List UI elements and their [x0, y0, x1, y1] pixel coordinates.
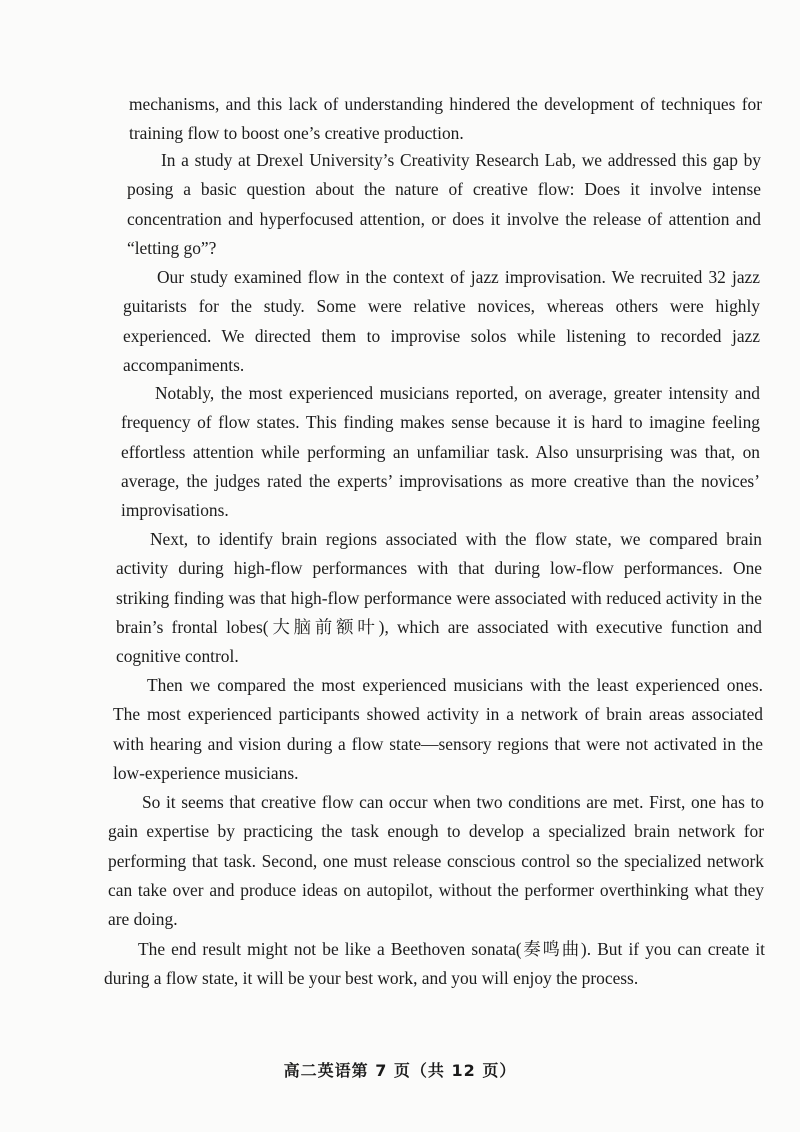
paragraph-jazz-study: Our study examined flow in the context of jazz improvisation. We recruited 32 jazz guitarists for the study. Some were relative novices, whereas others were highly experienced. We directed them to improvise solos while listening to recorded jazz accompaniments. — [123, 267, 760, 375]
paragraph-experienced-musicians: Notably, the most experienced musicians reported, on average, greater intensity and frequency of flow states. This finding makes sense because it is hard to imagine feeling effortless attention while performing an unfamiliar task. Also unsurprising was that, on average, the judges rated the experts’ improvisations as more creative than the novices’ improvisations. — [121, 383, 760, 521]
paragraph-continuation: mechanisms, and this lack of understanding hindered the development of techniques for training flow to boost one’s creative production. — [129, 94, 762, 144]
paragraph-brain-regions: Next, to identify brain regions associated with the flow state, we compared brain activity during high-flow performances with that during low-flow performances. One striking finding was that high-flow performance were associated with reduced activity in the brain’s frontal lobes(大脑前额叶), which are associated with executive function and cognitive control. — [116, 529, 762, 667]
paragraph-comparison: Then we compared the most experienced musicians with the least experienced ones. The most experienced participants showed activity in a network of brain areas associated with hearing and vision during a flow state—sensory regions that were not activated in the low-experience musicians. — [113, 675, 763, 783]
page-footer: 高二英语第 7 页（共 12 页） — [283, 1061, 517, 1080]
paragraph-conclusion: The end result might not be like a Beethoven sonata(奏鸣曲). But if you can create it during a flow state, it will be your best work, and you will enjoy the process. — [104, 939, 765, 989]
paragraph-conditions: So it seems that creative flow can occur when two conditions are met. First, one has to gain expertise by practicing the task enough to develop a specialized brain network for performing that task. Second, one must release conscious control so the specialized network can take over and produce ideas on autopilot, without the performer overthinking what they are doing. — [108, 792, 764, 930]
paragraph-study-question: In a study at Drexel University’s Creativity Research Lab, we addressed this gap by posing a basic question about the nature of creative flow: Does it involve intense concentration and hyperfocused attention, or does it involve the release of attention and “letting go”? — [127, 150, 761, 258]
